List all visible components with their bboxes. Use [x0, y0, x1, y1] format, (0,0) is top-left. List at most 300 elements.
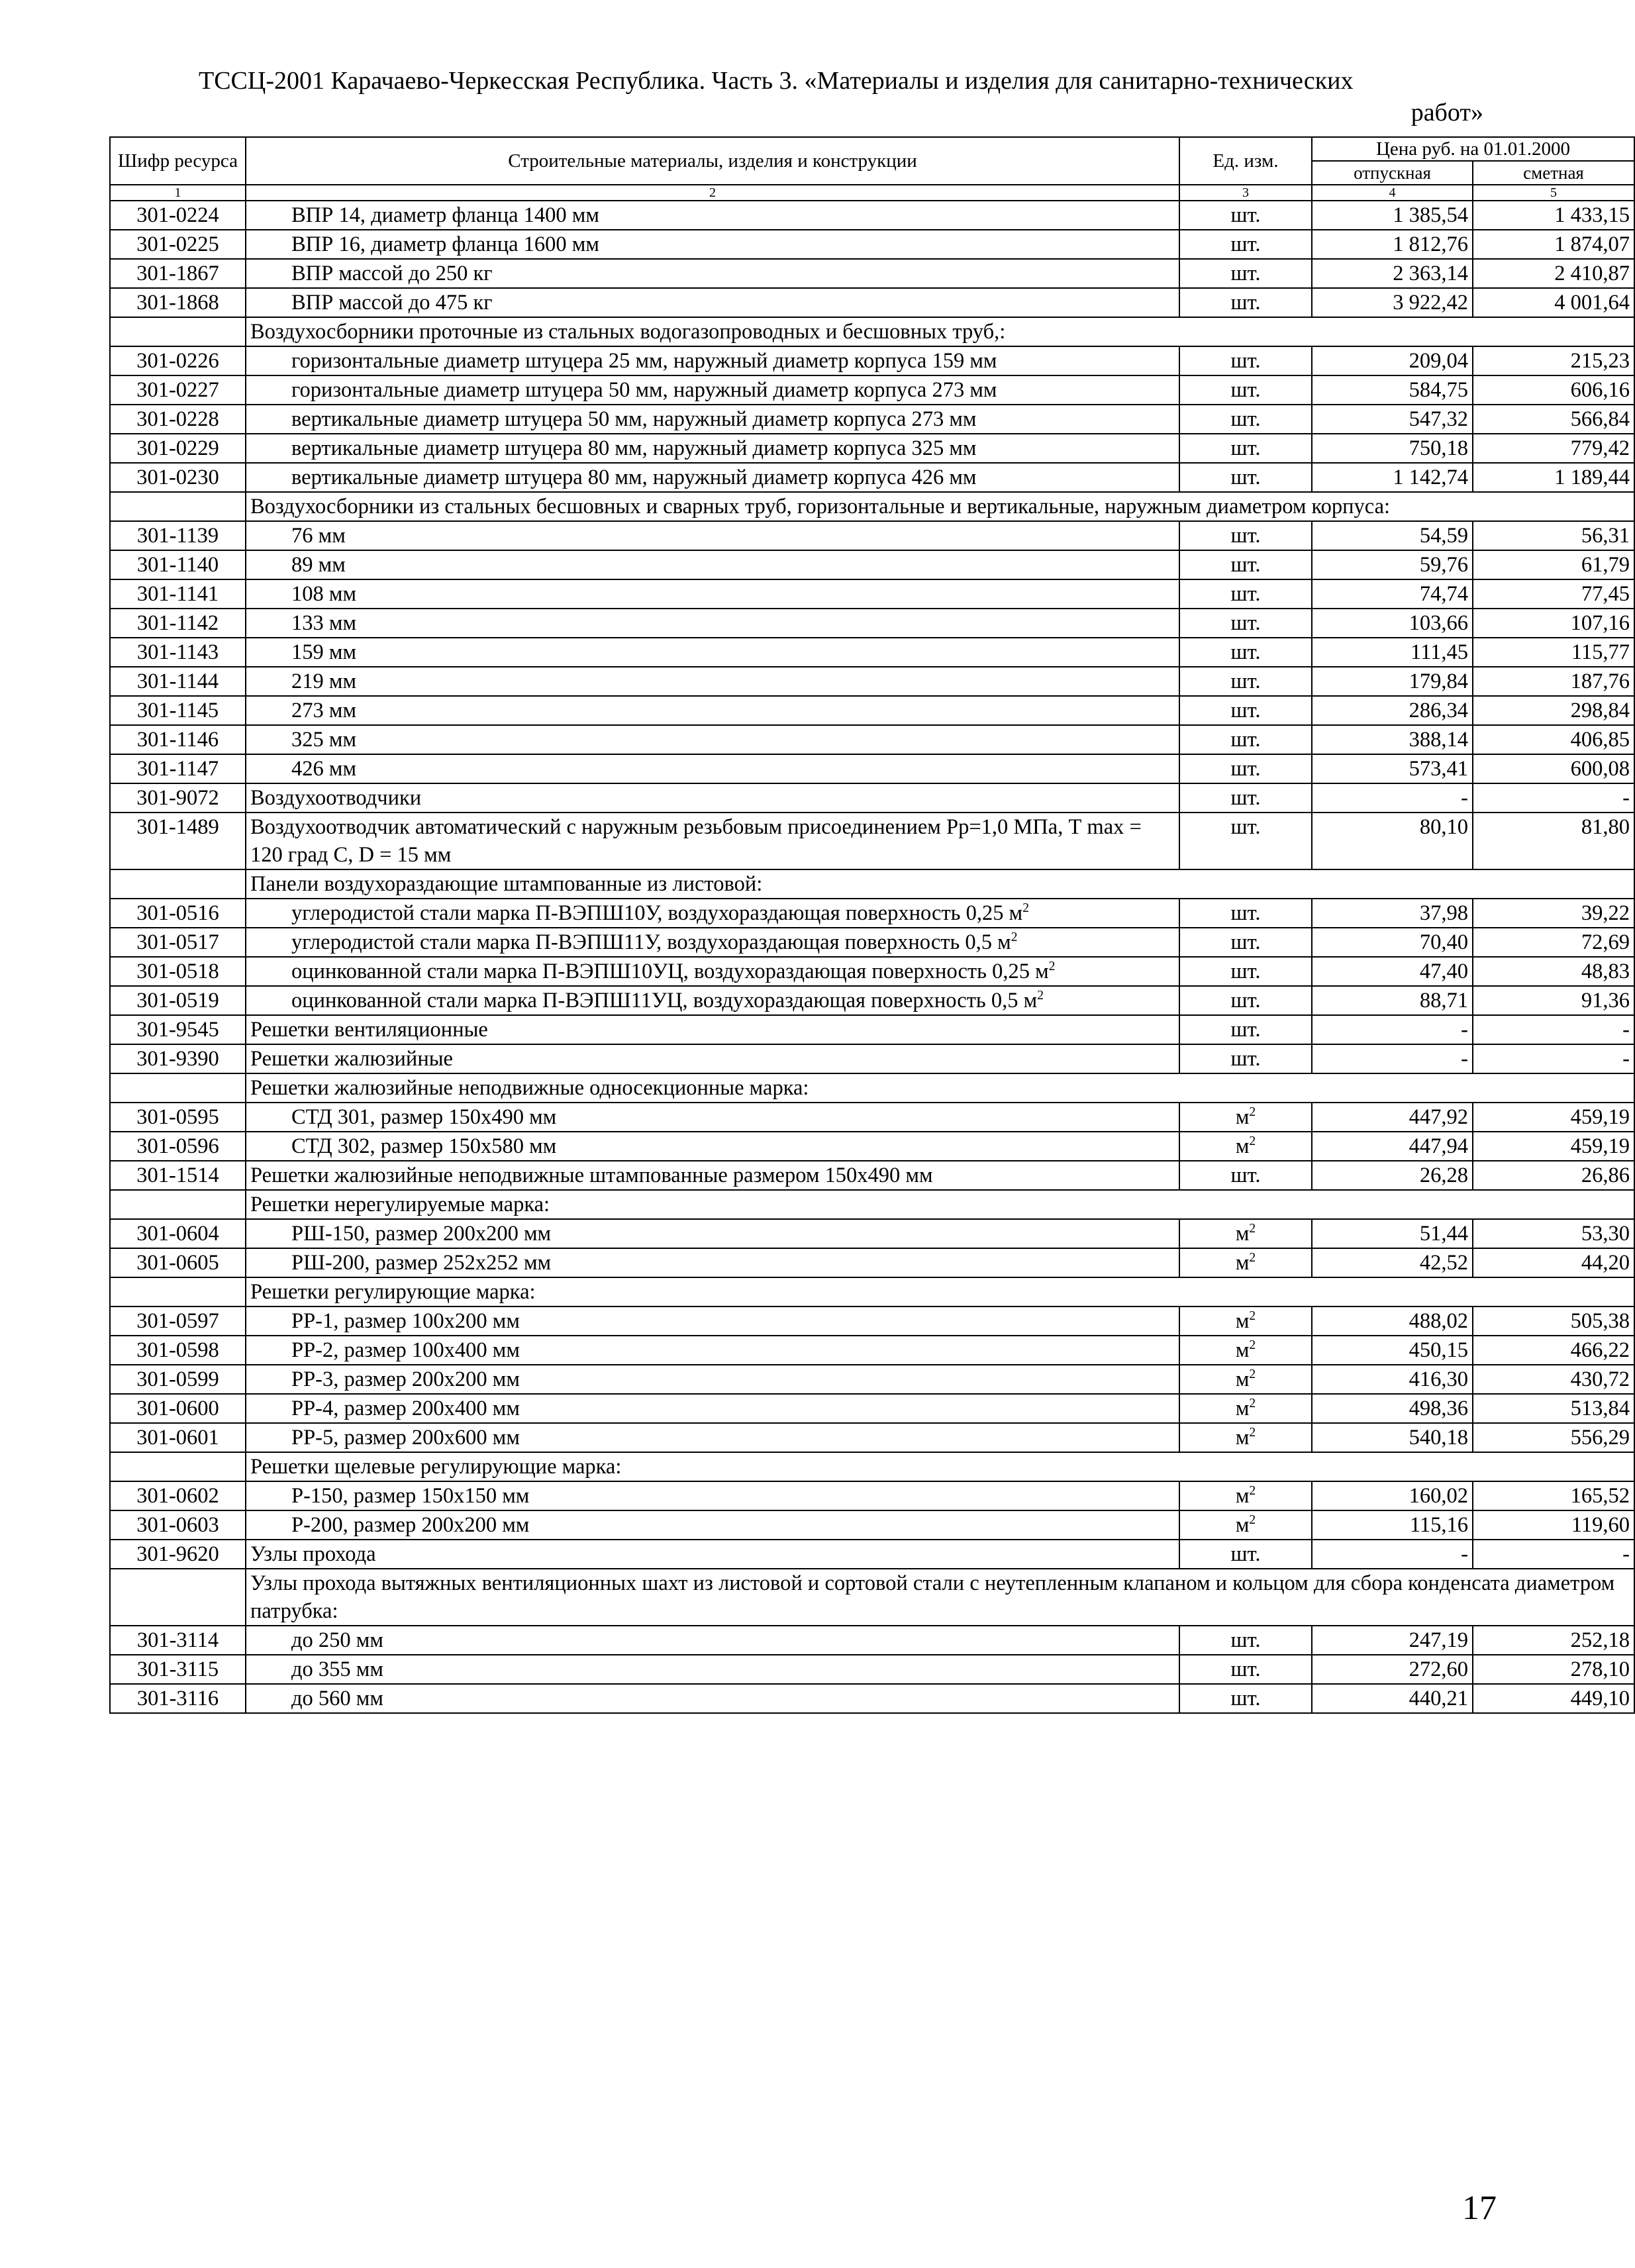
section-code-empty	[110, 1277, 246, 1307]
unit-cell	[1179, 259, 1312, 288]
unit-cell	[1179, 1044, 1312, 1073]
estimate-price-cell: 298,84	[1473, 696, 1634, 725]
table-row	[110, 1365, 1634, 1394]
unit-superscript: 2	[1249, 1251, 1256, 1265]
unit-text: шт.	[1230, 407, 1261, 431]
unit-text: шт.	[1230, 786, 1261, 810]
unit-cell	[1179, 1219, 1312, 1248]
estimate-price-cell: 1 433,15	[1473, 201, 1634, 230]
estimate-price-cell: 449,10	[1473, 1684, 1634, 1713]
material-name-cell	[246, 201, 1179, 230]
unit-text: шт.	[1230, 291, 1261, 315]
estimate-price-cell: 779,42	[1473, 434, 1634, 463]
release-price-cell: 1 142,74	[1312, 463, 1473, 492]
table-row	[110, 1540, 1634, 1569]
material-name-cell	[246, 1481, 1179, 1510]
table-row	[110, 957, 1634, 986]
material-name-text: РР-5, размер 200x600 мм	[291, 1426, 520, 1450]
release-price-cell: 573,41	[1312, 754, 1473, 783]
unit-cell	[1179, 725, 1312, 754]
unit-text: шт.	[1230, 1628, 1261, 1652]
section-header-text: Решетки жалюзийные неподвижные односекционные марка:	[246, 1073, 1634, 1103]
unit-text: шт.	[1230, 262, 1261, 285]
resource-code-cell: 301-0228	[110, 405, 246, 434]
table-row	[110, 1684, 1634, 1713]
estimate-price-cell: 430,72	[1473, 1365, 1634, 1394]
unit-text: м	[1235, 1251, 1250, 1275]
unit-text: шт.	[1230, 1542, 1261, 1566]
column-number: 5	[1473, 185, 1634, 201]
resource-code-cell: 301-1146	[110, 725, 246, 754]
material-name-cell	[246, 288, 1179, 317]
estimate-price-cell: 505,38	[1473, 1307, 1634, 1336]
material-name-cell	[246, 1015, 1179, 1044]
resource-code-cell: 301-0516	[110, 899, 246, 928]
resource-code-cell: 301-1144	[110, 667, 246, 696]
table-row	[110, 638, 1634, 667]
material-name-text: 108 мм	[291, 582, 357, 606]
resource-code-cell: 301-0605	[110, 1248, 246, 1277]
release-price-cell: -	[1312, 1044, 1473, 1073]
unit-text: м	[1235, 1513, 1250, 1537]
material-name-cell	[246, 1655, 1179, 1684]
resource-code-cell: 301-0518	[110, 957, 246, 986]
table-body	[110, 201, 1634, 1713]
unit-cell	[1179, 609, 1312, 638]
table-row	[110, 899, 1634, 928]
unit-cell	[1179, 1365, 1312, 1394]
material-name-cell	[246, 521, 1179, 550]
estimate-price-cell: 107,16	[1473, 609, 1634, 638]
estimate-price-cell: 606,16	[1473, 375, 1634, 405]
unit-cell	[1179, 550, 1312, 579]
unit-text: м	[1235, 1484, 1250, 1508]
material-name-cell	[246, 899, 1179, 928]
release-price-cell: 51,44	[1312, 1219, 1473, 1248]
material-name-cell	[246, 1044, 1179, 1073]
unit-superscript: 2	[1249, 1222, 1256, 1236]
material-name-cell	[246, 1394, 1179, 1423]
material-name-cell	[246, 928, 1179, 957]
unit-text: шт.	[1230, 436, 1261, 460]
estimate-price-cell: 44,20	[1473, 1248, 1634, 1277]
resource-code-cell: 301-9390	[110, 1044, 246, 1073]
unit-text: м	[1235, 1105, 1250, 1129]
material-name-text: оцинкованной стали марка П-ВЭПШ10УЦ, воздухораздающая поверхность 0,25 м	[291, 960, 1049, 983]
table-row	[110, 725, 1634, 754]
material-name-text: Воздухоотводчики	[250, 786, 422, 810]
unit-cell	[1179, 899, 1312, 928]
table-row	[110, 1336, 1634, 1365]
unit-text: м	[1235, 1309, 1250, 1333]
release-price-cell: 103,66	[1312, 609, 1473, 638]
unit-cell	[1179, 986, 1312, 1015]
unit-text: шт.	[1230, 989, 1261, 1012]
unit-cell	[1179, 783, 1312, 813]
estimate-price-cell: 252,18	[1473, 1626, 1634, 1655]
material-name-text: ВПР 14, диаметр фланца 1400 мм	[291, 203, 599, 227]
material-name-text: 273 мм	[291, 699, 357, 722]
section-code-empty	[110, 317, 246, 346]
estimate-price-cell: 566,84	[1473, 405, 1634, 434]
material-name-text: Решетки вентиляционные	[250, 1018, 488, 1042]
material-name-text: СТД 302, размер 150x580 мм	[291, 1134, 557, 1158]
estimate-price-cell: 61,79	[1473, 550, 1634, 579]
resource-code-cell: 301-1867	[110, 259, 246, 288]
material-name-text: до 250 мм	[291, 1628, 383, 1652]
table-row	[110, 928, 1634, 957]
resource-code-cell: 301-0517	[110, 928, 246, 957]
resource-code-cell: 301-0229	[110, 434, 246, 463]
unit-text: шт.	[1230, 553, 1261, 577]
material-name-text: РШ-200, размер 252x252 мм	[291, 1251, 552, 1275]
unit-cell	[1179, 1015, 1312, 1044]
release-price-cell: 488,02	[1312, 1307, 1473, 1336]
resource-code-cell: 301-0597	[110, 1307, 246, 1336]
unit-cell	[1179, 1336, 1312, 1365]
unit-cell	[1179, 928, 1312, 957]
table-row	[110, 1394, 1634, 1423]
material-name-text: до 560 мм	[291, 1687, 383, 1710]
resource-code-cell: 301-1143	[110, 638, 246, 667]
document-title-line2: работ»	[1411, 99, 1483, 126]
table-row	[110, 1626, 1634, 1655]
unit-text: шт.	[1230, 232, 1261, 256]
material-name-cell	[246, 230, 1179, 259]
material-name-text: Воздухоотводчик автоматический с наружным резьбовым присоединением Рр=1,0 МПа, Т max = 120 град С, D = 15 мм	[250, 815, 1142, 867]
unit-cell	[1179, 1103, 1312, 1132]
resource-code-cell: 301-1142	[110, 609, 246, 638]
material-name-cell	[246, 1684, 1179, 1713]
estimate-price-cell: 513,84	[1473, 1394, 1634, 1423]
resource-code-cell: 301-1147	[110, 754, 246, 783]
material-name-text: РР-1, размер 100x200 мм	[291, 1309, 520, 1333]
material-name-cell	[246, 609, 1179, 638]
unit-text: м	[1235, 1222, 1250, 1246]
material-name-cell	[246, 1540, 1179, 1569]
release-price-cell: 247,19	[1312, 1626, 1473, 1655]
material-name-text: углеродистой стали марка П-ВЭПШ11У, воздухораздающая поверхность 0,5 м	[291, 930, 1011, 954]
document-title	[199, 65, 1490, 128]
release-price-cell: 47,40	[1312, 957, 1473, 986]
material-name-text: вертикальные диаметр штуцера 80 мм, наружный диаметр корпуса 325 мм	[291, 436, 977, 460]
material-name-text: ВПР массой до 475 кг	[291, 291, 493, 315]
unit-cell	[1179, 1248, 1312, 1277]
material-name-cell	[246, 463, 1179, 492]
table-section-header-row	[110, 1073, 1634, 1103]
material-name-cell	[246, 550, 1179, 579]
estimate-price-cell: 4 001,64	[1473, 288, 1634, 317]
material-name-text: горизонтальные диаметр штуцера 50 мм, наружный диаметр корпуса 273 мм	[291, 378, 997, 402]
unit-text: шт.	[1230, 930, 1261, 954]
material-name-text: 426 мм	[291, 757, 357, 781]
material-name-text: горизонтальные диаметр штуцера 25 мм, наружный диаметр корпуса 159 мм	[291, 349, 997, 373]
unit-text: шт.	[1230, 669, 1261, 693]
unit-superscript: 2	[1249, 1426, 1256, 1440]
material-name-text: оцинкованной стали марка П-ВЭПШ11УЦ, воздухораздающая поверхность 0,5 м	[291, 989, 1038, 1012]
estimate-price-cell: 115,77	[1473, 638, 1634, 667]
document-title-line1: ТССЦ-2001 Карачаево-Черкесская Республика. Часть 3. «Материалы и изделия для санитарно-технических	[199, 67, 1354, 95]
unit-text: шт.	[1230, 378, 1261, 402]
table-row	[110, 434, 1634, 463]
resource-code-cell: 301-0601	[110, 1423, 246, 1452]
unit-cell	[1179, 696, 1312, 725]
release-price-cell: 42,52	[1312, 1248, 1473, 1277]
table-row	[110, 1044, 1634, 1073]
estimate-price-cell: 81,80	[1473, 813, 1634, 869]
superscript: 2	[1048, 960, 1056, 974]
estimate-price-cell: 278,10	[1473, 1655, 1634, 1684]
table-section-header-row	[110, 1569, 1634, 1626]
material-name-cell	[246, 696, 1179, 725]
release-price-cell: 70,40	[1312, 928, 1473, 957]
material-name-cell	[246, 1510, 1179, 1540]
estimate-price-cell: 600,08	[1473, 754, 1634, 783]
unit-text: шт.	[1230, 757, 1261, 781]
resource-code-cell: 301-1145	[110, 696, 246, 725]
section-code-empty	[110, 1569, 246, 1626]
resource-code-cell: 301-0600	[110, 1394, 246, 1423]
table-row	[110, 696, 1634, 725]
estimate-price-cell: -	[1473, 1540, 1634, 1569]
material-name-cell	[246, 375, 1179, 405]
resource-code-cell: 301-1489	[110, 813, 246, 869]
resource-code-cell: 301-0599	[110, 1365, 246, 1394]
unit-text: шт.	[1230, 203, 1261, 227]
unit-cell	[1179, 1655, 1312, 1684]
page-number: 17	[1462, 2189, 1497, 2227]
material-name-cell	[246, 1248, 1179, 1277]
section-code-empty	[110, 1073, 246, 1103]
material-name-cell	[246, 957, 1179, 986]
unit-cell	[1179, 463, 1312, 492]
section-header-text: Решетки нерегулируемые марка:	[246, 1190, 1634, 1219]
table-row	[110, 230, 1634, 259]
unit-cell	[1179, 201, 1312, 230]
unit-superscript: 2	[1249, 1309, 1256, 1324]
unit-cell	[1179, 1626, 1312, 1655]
table-row	[110, 667, 1634, 696]
release-price-cell: 74,74	[1312, 579, 1473, 609]
table-section-header-row	[110, 317, 1634, 346]
estimate-price-cell: 119,60	[1473, 1510, 1634, 1540]
section-code-empty	[110, 492, 246, 521]
superscript: 2	[1037, 989, 1044, 1003]
release-price-cell: -	[1312, 1015, 1473, 1044]
release-price-cell: 179,84	[1312, 667, 1473, 696]
unit-text: м	[1235, 1338, 1250, 1362]
material-name-text: РР-3, размер 200x200 мм	[291, 1367, 520, 1391]
release-price-cell: 498,36	[1312, 1394, 1473, 1423]
price-table	[109, 136, 1635, 1714]
unit-text: м	[1235, 1426, 1250, 1450]
resource-code-cell: 301-0595	[110, 1103, 246, 1132]
release-price-cell: 447,92	[1312, 1103, 1473, 1132]
resource-code-cell: 301-0227	[110, 375, 246, 405]
resource-code-cell: 301-1141	[110, 579, 246, 609]
estimate-price-cell: 72,69	[1473, 928, 1634, 957]
resource-code-cell: 301-0598	[110, 1336, 246, 1365]
release-price-cell: 1 812,76	[1312, 230, 1473, 259]
unit-cell	[1179, 375, 1312, 405]
estimate-price-cell: 26,86	[1473, 1161, 1634, 1190]
release-price-cell: 88,71	[1312, 986, 1473, 1015]
column-number-row	[110, 185, 1634, 201]
table-section-header-row	[110, 1277, 1634, 1307]
material-name-cell	[246, 1307, 1179, 1336]
release-price-cell: 584,75	[1312, 375, 1473, 405]
material-name-text: ВПР массой до 250 кг	[291, 262, 493, 285]
material-name-cell	[246, 725, 1179, 754]
estimate-price-cell: 466,22	[1473, 1336, 1634, 1365]
estimate-price-cell: 2 410,87	[1473, 259, 1634, 288]
material-name-text: 89 мм	[291, 553, 346, 577]
material-name-cell	[246, 986, 1179, 1015]
table-row	[110, 463, 1634, 492]
estimate-price-cell: -	[1473, 1015, 1634, 1044]
unit-superscript: 2	[1249, 1134, 1256, 1149]
material-name-text: РШ-150, размер 200x200 мм	[291, 1222, 552, 1246]
release-price-cell: 447,94	[1312, 1132, 1473, 1161]
unit-cell	[1179, 1307, 1312, 1336]
header-price-group: Цена руб. на 01.01.2000	[1312, 137, 1634, 161]
unit-text: м	[1235, 1367, 1250, 1391]
unit-text: шт.	[1230, 728, 1261, 752]
unit-cell	[1179, 521, 1312, 550]
estimate-price-cell: 53,30	[1473, 1219, 1634, 1248]
estimate-price-cell: 459,19	[1473, 1103, 1634, 1132]
unit-cell	[1179, 346, 1312, 375]
resource-code-cell: 301-0225	[110, 230, 246, 259]
resource-code-cell: 301-0602	[110, 1481, 246, 1510]
header-code: Шифр ресурса	[110, 137, 246, 185]
material-name-text: 76 мм	[291, 524, 346, 548]
resource-code-cell: 301-0603	[110, 1510, 246, 1540]
table-row	[110, 1219, 1634, 1248]
unit-text: шт.	[1230, 349, 1261, 373]
table-row	[110, 375, 1634, 405]
unit-text: шт.	[1230, 699, 1261, 722]
resource-code-cell: 301-9545	[110, 1015, 246, 1044]
material-name-cell	[246, 1336, 1179, 1365]
release-price-cell: 750,18	[1312, 434, 1473, 463]
table-row	[110, 1423, 1634, 1452]
release-price-cell: 272,60	[1312, 1655, 1473, 1684]
unit-text: шт.	[1230, 524, 1261, 548]
estimate-price-cell: -	[1473, 1044, 1634, 1073]
unit-text: шт.	[1230, 1163, 1261, 1187]
resource-code-cell: 301-9072	[110, 783, 246, 813]
estimate-price-cell: 48,83	[1473, 957, 1634, 986]
resource-code-cell: 301-1139	[110, 521, 246, 550]
unit-text: шт.	[1230, 1657, 1261, 1681]
resource-code-cell: 301-0230	[110, 463, 246, 492]
header-price-release: отпускная	[1312, 161, 1473, 185]
material-name-cell	[246, 346, 1179, 375]
resource-code-cell: 301-3114	[110, 1626, 246, 1655]
unit-text: шт.	[1230, 640, 1261, 664]
material-name-text: Р-150, размер 150x150 мм	[291, 1484, 530, 1508]
unit-superscript: 2	[1249, 1105, 1256, 1120]
release-price-cell: 440,21	[1312, 1684, 1473, 1713]
table-row	[110, 288, 1634, 317]
unit-cell	[1179, 1540, 1312, 1569]
unit-text: шт.	[1230, 582, 1261, 606]
material-name-text: Решетки жалюзийные неподвижные штампованные размером 150x490 мм	[250, 1163, 933, 1187]
estimate-price-cell: -	[1473, 783, 1634, 813]
table-row	[110, 346, 1634, 375]
material-name-cell	[246, 754, 1179, 783]
unit-superscript: 2	[1249, 1367, 1256, 1382]
release-price-cell: 37,98	[1312, 899, 1473, 928]
release-price-cell: 416,30	[1312, 1365, 1473, 1394]
resource-code-cell: 301-3116	[110, 1684, 246, 1713]
unit-cell	[1179, 638, 1312, 667]
material-name-cell	[246, 1365, 1179, 1394]
table-row	[110, 201, 1634, 230]
resource-code-cell: 301-0519	[110, 986, 246, 1015]
superscript: 2	[1022, 901, 1029, 916]
header-unit: Ед. изм.	[1179, 137, 1312, 185]
material-name-text: ВПР 16, диаметр фланца 1600 мм	[291, 232, 599, 256]
table-row	[110, 579, 1634, 609]
unit-cell	[1179, 1394, 1312, 1423]
release-price-cell: 160,02	[1312, 1481, 1473, 1510]
table-row	[110, 1655, 1634, 1684]
unit-superscript: 2	[1249, 1397, 1256, 1411]
resource-code-cell: 301-0224	[110, 201, 246, 230]
table-row	[110, 754, 1634, 783]
material-name-cell	[246, 1626, 1179, 1655]
unit-text: шт.	[1230, 1047, 1261, 1071]
column-number: 1	[110, 185, 246, 201]
release-price-cell: 26,28	[1312, 1161, 1473, 1190]
table-row	[110, 1307, 1634, 1336]
release-price-cell: 115,16	[1312, 1510, 1473, 1540]
section-header-text: Воздухосборники из стальных бесшовных и сварных труб, горизонтальные и вертикальные, наружным диаметром корпуса:	[246, 492, 1634, 521]
material-name-cell	[246, 1161, 1179, 1190]
material-name-cell	[246, 1219, 1179, 1248]
unit-text: шт.	[1230, 611, 1261, 635]
material-name-cell	[246, 259, 1179, 288]
unit-text: шт.	[1230, 901, 1261, 925]
header-name: Строительные материалы, изделия и конструкции	[246, 137, 1179, 185]
table-row	[110, 1015, 1634, 1044]
table-row	[110, 259, 1634, 288]
material-name-text: 325 мм	[291, 728, 357, 752]
unit-text: шт.	[1230, 1687, 1261, 1710]
material-name-text: вертикальные диаметр штуцера 80 мм, наружный диаметр корпуса 426 мм	[291, 466, 977, 489]
table-row	[110, 405, 1634, 434]
header-price-estimate: сметная	[1473, 161, 1634, 185]
unit-cell	[1179, 1684, 1312, 1713]
release-price-cell: 111,45	[1312, 638, 1473, 667]
table-row	[110, 783, 1634, 813]
resource-code-cell: 301-1140	[110, 550, 246, 579]
release-price-cell: 450,15	[1312, 1336, 1473, 1365]
unit-cell	[1179, 1510, 1312, 1540]
unit-cell	[1179, 667, 1312, 696]
unit-superscript: 2	[1249, 1513, 1256, 1528]
material-name-text: РР-4, размер 200x400 мм	[291, 1397, 520, 1420]
material-name-text: углеродистой стали марка П-ВЭПШ10У, воздухораздающая поверхность 0,25 м	[291, 901, 1023, 925]
table-row	[110, 1161, 1634, 1190]
unit-cell	[1179, 230, 1312, 259]
table-row	[110, 1248, 1634, 1277]
estimate-price-cell: 556,29	[1473, 1423, 1634, 1452]
material-name-cell	[246, 1132, 1179, 1161]
table-row	[110, 1132, 1634, 1161]
